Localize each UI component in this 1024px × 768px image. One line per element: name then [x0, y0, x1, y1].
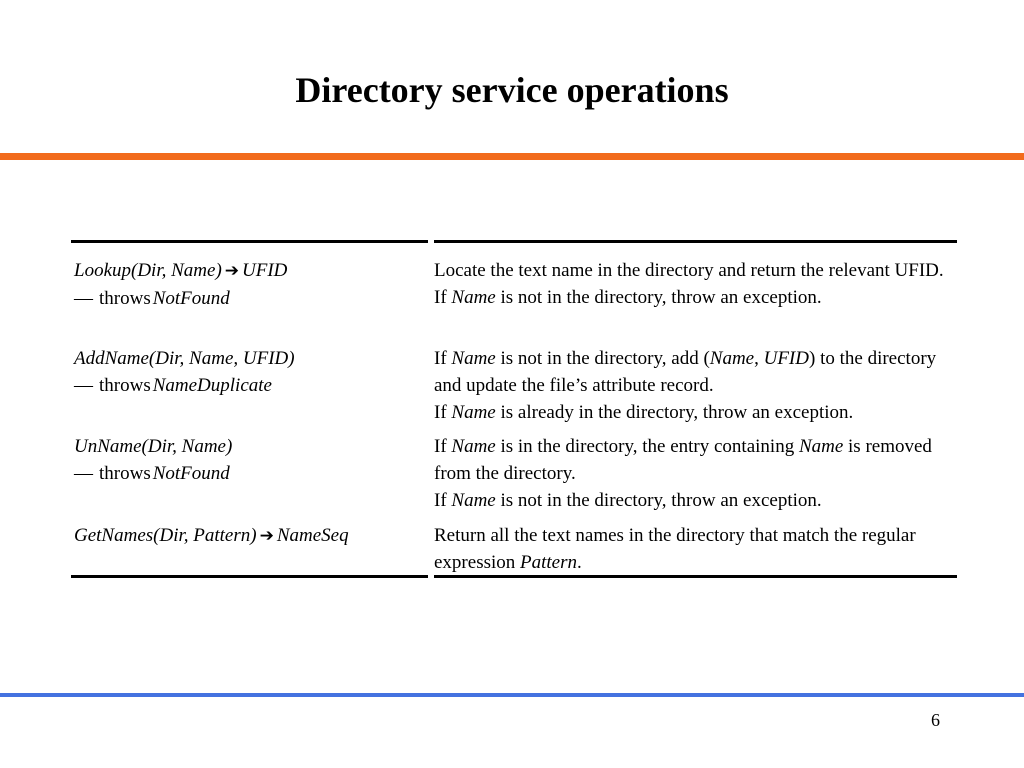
operation-signature: GetNames(Dir, Pattern)	[74, 525, 257, 546]
description-emphasis: Name	[451, 436, 496, 457]
description-text: If	[434, 348, 452, 369]
description-text: If	[434, 402, 452, 423]
description-emphasis: Name	[451, 490, 496, 511]
return-type: UFID	[242, 260, 288, 281]
description-text: ,	[754, 348, 764, 369]
description-text: is not in the directory, throw an exception.	[495, 287, 822, 308]
operation-signature: UnName(Dir, Name)	[74, 436, 233, 457]
slide-title: Directory service operations	[295, 70, 729, 110]
throws-label: throws	[99, 375, 151, 396]
description-text: is not in the directory, add (	[495, 348, 710, 369]
throws-label: throws	[99, 288, 151, 309]
description-text: Locate the text name in the directory and return the relevant UFID. If	[434, 260, 944, 308]
throws-label: throws	[99, 463, 151, 484]
description-text: is in the directory, the entry containing	[495, 436, 799, 457]
exception-name: NotFound	[152, 288, 230, 309]
table-bottom-rule-right	[434, 575, 957, 578]
returns-arrow-icon: ➔	[224, 261, 240, 281]
operation-signature: Lookup(Dir, Name)	[74, 260, 222, 281]
description-emphasis: Name	[451, 287, 496, 308]
dash: —	[74, 288, 93, 309]
dash: —	[74, 463, 93, 484]
table-top-rule-left	[71, 240, 428, 243]
operation-cell-addname	[74, 345, 422, 399]
description-text: is removed from the directory.	[434, 436, 932, 484]
description-text: If	[434, 436, 452, 457]
description-emphasis: Name	[451, 402, 496, 423]
dash: —	[74, 375, 93, 396]
description-cell-addname	[434, 345, 964, 426]
description-cell-unname	[434, 433, 964, 514]
description-text: If	[434, 490, 452, 511]
description-text: Return all the text names in the directory that match the regular expression	[434, 525, 916, 573]
description-cell-getnames	[434, 522, 954, 576]
exception-name: NotFound	[152, 463, 230, 484]
page-number: 6	[931, 710, 940, 730]
operation-signature: AddName(Dir, Name, UFID)	[74, 348, 295, 369]
title-divider	[0, 153, 1024, 160]
description-emphasis: Name	[709, 348, 755, 369]
description-emphasis: Pattern	[520, 552, 578, 573]
operation-cell-lookup	[74, 257, 422, 312]
description-emphasis: UFID	[763, 348, 809, 369]
description-text: ) to the directory and update the file’s attribute record.	[434, 348, 937, 396]
description-emphasis: Name	[798, 436, 844, 457]
table-top-rule-right	[434, 240, 957, 243]
description-emphasis: Name	[451, 348, 496, 369]
description-text: is already in the directory, throw an exception.	[495, 402, 854, 423]
description-text: is not in the directory, throw an exception.	[495, 490, 822, 511]
returns-arrow-icon: ➔	[259, 526, 274, 546]
operation-cell-unname	[74, 433, 422, 487]
operation-cell-getnames	[74, 522, 422, 550]
return-type: NameSeq	[276, 525, 349, 546]
description-text: .	[577, 552, 582, 573]
footer-divider	[0, 693, 1024, 697]
description-cell-lookup	[434, 257, 954, 311]
table-bottom-rule-left	[71, 575, 428, 578]
exception-name: NameDuplicate	[152, 375, 272, 396]
